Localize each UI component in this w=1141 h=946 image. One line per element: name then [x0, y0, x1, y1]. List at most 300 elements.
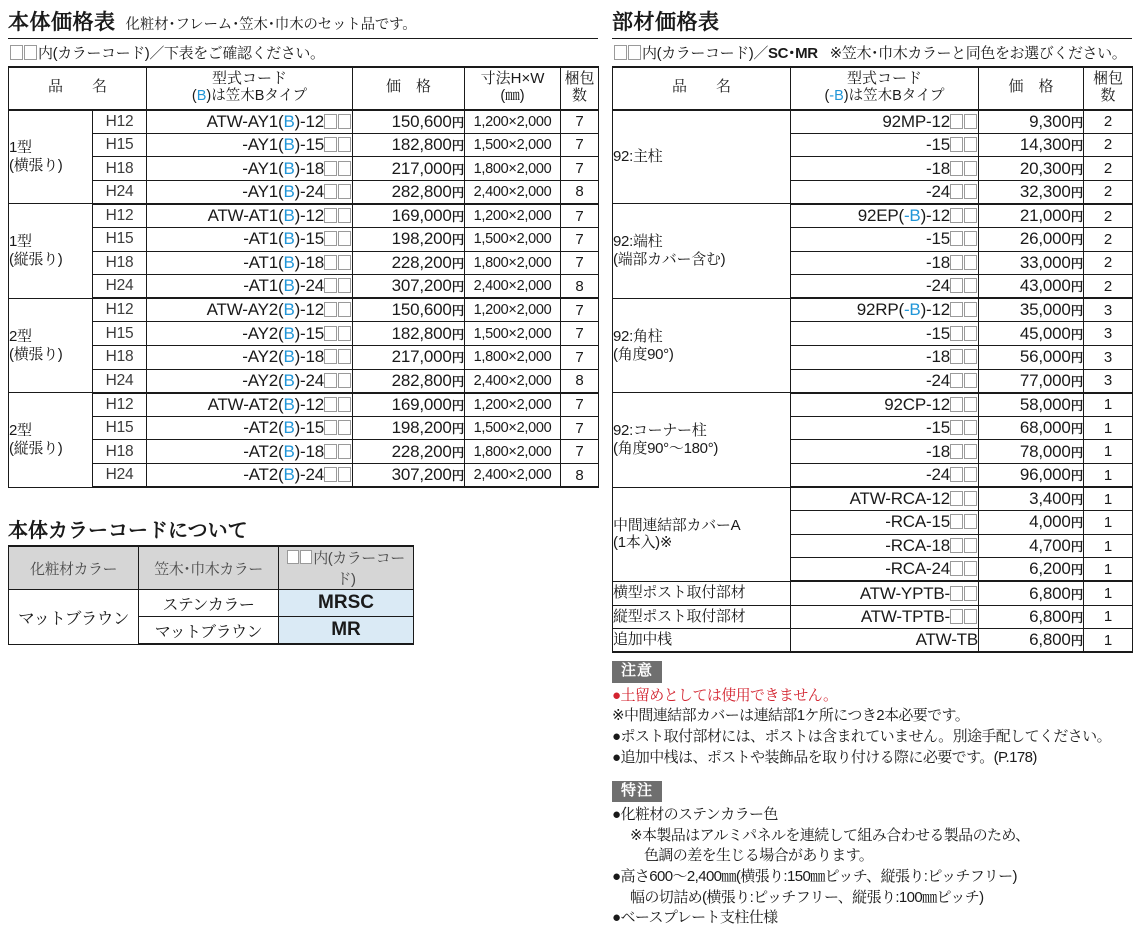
- part-group-label: 92:端柱: [613, 233, 663, 251]
- part-group-name: [613, 487, 791, 581]
- square-placeholder-icon: [950, 184, 963, 199]
- square-placeholder-icon: [964, 326, 977, 341]
- square-placeholder-icon: [300, 550, 312, 564]
- table-row: [9, 346, 599, 370]
- b-marker: B: [196, 88, 207, 105]
- code-suffix: )-12: [920, 300, 950, 320]
- price-value: 77,000: [1019, 370, 1071, 390]
- yen-unit: 円: [1070, 115, 1083, 130]
- height-size: H24: [93, 180, 147, 204]
- model-code: [791, 605, 979, 629]
- product-group-name: [9, 110, 93, 204]
- model-code: [791, 275, 979, 299]
- square-placeholder-icon: [964, 161, 977, 176]
- square-placeholder-icon: [950, 326, 963, 341]
- price-value: 182,800: [391, 134, 452, 154]
- model-code: [791, 228, 979, 252]
- package-qty-cell: 1: [1084, 416, 1133, 440]
- table-row: [9, 157, 599, 181]
- table-row: [9, 251, 599, 275]
- square-placeholder-icon: [964, 231, 977, 246]
- code-prefix: -18: [926, 441, 950, 461]
- price-value: 33,000: [1019, 252, 1071, 272]
- code-prefix: ATW-TPTB-: [860, 606, 950, 626]
- left-column: [8, 6, 598, 645]
- code-prefix: -15: [926, 134, 950, 154]
- header-price: 価 格: [979, 67, 1084, 110]
- height-size: H12: [93, 204, 147, 228]
- yen-unit: 円: [1070, 587, 1083, 602]
- code-prefix: 92CP-12: [884, 394, 950, 414]
- code-prefix: ATW-TB: [915, 630, 978, 650]
- height-size: H18: [93, 157, 147, 181]
- code-prefix: ATW-AY1(: [206, 111, 284, 131]
- price-cell: [979, 581, 1084, 605]
- dimension-cell: 1,800×2,000: [465, 251, 561, 275]
- table-row: [9, 416, 599, 440]
- package-qty-cell: 3: [1084, 298, 1133, 322]
- square-placeholder-icon: [338, 161, 351, 176]
- square-placeholder-icon: [964, 538, 977, 553]
- package-qty-cell: 1: [1084, 487, 1133, 511]
- table-row: [9, 180, 599, 204]
- header-package-qty: 梱包 数: [1084, 67, 1133, 110]
- price-cell: [979, 558, 1084, 582]
- note-item: ●化粧材のステンカラー色: [612, 806, 778, 823]
- b-marker: B: [283, 394, 295, 414]
- price-cell: [979, 369, 1084, 393]
- package-qty-cell: 7: [561, 393, 599, 417]
- square-placeholder-icon: [338, 184, 351, 199]
- yen-unit: 円: [1070, 398, 1083, 413]
- square-placeholder-icon: [964, 349, 977, 364]
- note-item: ●追加中桟は、ポストや装飾品を取り付ける際に必要です。(P.178): [612, 748, 1037, 766]
- height-size: H15: [93, 133, 147, 157]
- square-placeholder-icon: [950, 231, 963, 246]
- package-qty-cell: 8: [561, 369, 599, 393]
- price-cell: [979, 629, 1084, 653]
- dimension-cell: 1,800×2,000: [465, 440, 561, 464]
- caution-block: [612, 661, 1132, 768]
- part-group-name: [613, 393, 791, 487]
- model-code: [147, 157, 353, 181]
- square-placeholder-icon: [964, 444, 977, 459]
- price-cell: [979, 511, 1084, 535]
- code-suffix: )-12: [294, 111, 325, 131]
- yen-unit: 円: [451, 422, 465, 437]
- main-price-table-body: [9, 110, 599, 488]
- yen-unit: 円: [1070, 210, 1083, 225]
- code-prefix: ATW-AY2(: [206, 300, 284, 320]
- model-code: [791, 346, 979, 370]
- table-row: [9, 322, 599, 346]
- part-group-name: [613, 204, 791, 298]
- header-model-code-sub: (-B)は笠木Bタイプ: [824, 88, 945, 105]
- parts-color-code-note-bar: 内(カラーコード)／SC･MR ※笠木･巾木カラーと同色をお選びください。: [612, 39, 1132, 66]
- model-code: [147, 464, 353, 488]
- yen-unit: 円: [451, 304, 465, 319]
- price-value: 150,600: [391, 111, 452, 131]
- square-placeholder-icon: [324, 255, 337, 270]
- package-qty-cell: 1: [1084, 629, 1133, 653]
- header-name: 品 名: [613, 67, 791, 110]
- yen-unit: 円: [451, 374, 465, 389]
- price-value: 198,200: [391, 418, 452, 438]
- model-code: [147, 440, 353, 464]
- code-suffix: )-18: [294, 158, 325, 178]
- price-cell: [353, 346, 465, 370]
- square-placeholder-icon: [324, 467, 337, 482]
- square-placeholder-icon: [324, 114, 337, 129]
- model-code: [791, 534, 979, 558]
- yen-unit: 円: [451, 445, 465, 460]
- square-placeholder-icon: [950, 538, 963, 553]
- part-group-label: 92:コーナー柱: [613, 422, 707, 440]
- square-placeholder-icon: [324, 161, 337, 176]
- yen-unit: 円: [1070, 610, 1083, 625]
- square-placeholder-icon: [338, 278, 351, 293]
- color-code-value: MR: [279, 617, 414, 645]
- price-cell: [979, 464, 1084, 488]
- height-size: H18: [93, 346, 147, 370]
- price-cell: [353, 157, 465, 181]
- code-prefix: -AY1(: [242, 181, 284, 201]
- price-value: 45,000: [1019, 323, 1071, 343]
- model-code: [147, 346, 353, 370]
- price-value: 228,200: [391, 252, 452, 272]
- yen-unit: 円: [1070, 422, 1083, 437]
- model-code: [791, 157, 979, 181]
- b-marker: -B: [903, 206, 921, 226]
- dimension-cell: 1,200×2,000: [465, 110, 561, 134]
- price-value: 56,000: [1019, 347, 1071, 367]
- model-code: [791, 581, 979, 605]
- dimension-cell: 2,400×2,000: [465, 464, 561, 488]
- model-code: [791, 369, 979, 393]
- price-value: 228,200: [391, 441, 452, 461]
- special-order-list: [612, 805, 1132, 929]
- code-suffix: )-12: [920, 206, 950, 226]
- package-qty-cell: 7: [561, 251, 599, 275]
- color-code-header-code: 内(カラーコード): [279, 546, 414, 590]
- height-size: H12: [93, 298, 147, 322]
- package-qty-cell: 7: [561, 228, 599, 252]
- price-cell: [979, 251, 1084, 275]
- yen-unit: 円: [1070, 280, 1083, 295]
- square-placeholder-icon: [950, 514, 963, 529]
- square-placeholder-icon: [338, 326, 351, 341]
- package-qty-cell: 1: [1084, 605, 1133, 629]
- table-row: [613, 487, 1133, 511]
- square-placeholder-icon: [338, 208, 351, 223]
- color-code-kesho-value: マットブラウン: [9, 590, 139, 645]
- square-placeholder-icon: [950, 397, 963, 412]
- model-code: [791, 180, 979, 204]
- product-group-name: [9, 204, 93, 298]
- main-price-table-subtitle: 化粧材･フレーム･笠木･巾木のセット品です。: [125, 17, 417, 33]
- package-qty-cell: 8: [561, 464, 599, 488]
- yen-unit: 円: [1070, 563, 1083, 578]
- code-prefix: -18: [926, 158, 950, 178]
- square-placeholder-icon: [324, 184, 337, 199]
- code-suffix: )-12: [294, 300, 325, 320]
- code-prefix: ATW-AT2(: [207, 394, 284, 414]
- package-qty-cell: 3: [1084, 322, 1133, 346]
- yen-unit: 円: [451, 162, 465, 177]
- square-placeholder-icon: [964, 208, 977, 223]
- code-suffix: )-18: [294, 252, 325, 272]
- price-value: 198,200: [391, 229, 452, 249]
- yen-unit: 円: [1070, 445, 1083, 460]
- parts-price-table-title: 部材価格表: [612, 11, 720, 34]
- product-group-type: 1型: [9, 233, 32, 251]
- square-placeholder-icon: [24, 45, 37, 60]
- square-placeholder-icon: [338, 444, 351, 459]
- code-suffix: )-18: [294, 441, 325, 461]
- package-qty-cell: 2: [1084, 157, 1133, 181]
- price-value: 78,000: [1019, 441, 1071, 461]
- price-value: 282,800: [391, 370, 452, 390]
- caution-badge: 注意: [612, 661, 662, 683]
- code-prefix: -RCA-15: [885, 512, 950, 532]
- table-row: [613, 204, 1133, 228]
- yen-unit: 円: [1070, 493, 1083, 508]
- caution-list: [612, 686, 1132, 769]
- price-value: 6,800: [1029, 606, 1071, 626]
- square-placeholder-icon: [287, 550, 299, 564]
- height-size: H18: [93, 440, 147, 464]
- table-row: [613, 605, 1133, 629]
- b-marker: B: [283, 323, 295, 343]
- table-row: [613, 110, 1133, 134]
- color-code-section-title: 本体カラーコードについて: [8, 520, 248, 543]
- yen-unit: 円: [451, 233, 465, 248]
- table-row: [9, 133, 599, 157]
- model-code: [147, 133, 353, 157]
- table-row: [9, 298, 599, 322]
- b-marker: B: [283, 229, 295, 249]
- parts-color-code-values: SC･MR: [768, 45, 818, 62]
- price-value: 35,000: [1019, 300, 1071, 320]
- code-suffix: )-12: [294, 206, 325, 226]
- dimension-cell: 1,800×2,000: [465, 346, 561, 370]
- price-value: 68,000: [1019, 418, 1071, 438]
- code-suffix: )-18: [294, 347, 325, 367]
- package-qty-cell: 1: [1084, 440, 1133, 464]
- note-item: 色調の差を生じる場合があります。: [644, 847, 874, 865]
- b-marker: B: [283, 418, 295, 438]
- model-code: [147, 298, 353, 322]
- height-size: H24: [93, 275, 147, 299]
- square-placeholder-icon: [950, 561, 963, 576]
- package-qty-cell: 1: [1084, 558, 1133, 582]
- model-code: [791, 393, 979, 417]
- table-row: [9, 464, 599, 488]
- price-value: 307,200: [391, 276, 452, 296]
- product-group-orientation: (縦張り): [9, 439, 63, 457]
- color-code-note-bar: [8, 39, 598, 66]
- dimension-cell: 1,800×2,000: [465, 157, 561, 181]
- square-placeholder-icon: [338, 302, 351, 317]
- code-prefix: ATW-RCA-12: [849, 489, 950, 509]
- table-row: [613, 298, 1133, 322]
- package-qty-cell: 7: [561, 204, 599, 228]
- product-group-type: 2型: [9, 422, 32, 440]
- square-placeholder-icon: [950, 137, 963, 152]
- package-qty-cell: 7: [561, 157, 599, 181]
- price-cell: [353, 251, 465, 275]
- b-marker: B: [283, 276, 295, 296]
- note-item: ●ポスト取付部材には、ポストは含まれていません。別途手配してください。: [612, 728, 1111, 746]
- package-qty-cell: 7: [561, 133, 599, 157]
- square-placeholder-icon: [950, 161, 963, 176]
- code-prefix: -15: [926, 323, 950, 343]
- price-value: 6,800: [1029, 630, 1071, 650]
- square-placeholder-icon: [964, 561, 977, 576]
- dimension-cell: 1,200×2,000: [465, 298, 561, 322]
- header-model-code: 型式コード (B)は笠木Bタイプ: [147, 67, 353, 110]
- part-group-name: [613, 298, 791, 392]
- dimension-cell: 2,400×2,000: [465, 180, 561, 204]
- square-placeholder-icon: [964, 184, 977, 199]
- square-placeholder-icon: [324, 420, 337, 435]
- yen-unit: 円: [1070, 634, 1083, 649]
- part-group-label: 中間連結部カバーA: [613, 516, 741, 534]
- square-placeholder-icon: [964, 278, 977, 293]
- price-value: 9,300: [1029, 111, 1071, 131]
- code-prefix: -AT2(: [243, 465, 284, 485]
- square-placeholder-icon: [338, 373, 351, 388]
- code-prefix: -AY1(: [242, 134, 284, 154]
- special-order-block: [612, 781, 1132, 930]
- square-placeholder-icon: [964, 373, 977, 388]
- yen-unit: 円: [451, 210, 465, 225]
- model-code: [147, 416, 353, 440]
- height-size: H15: [93, 228, 147, 252]
- dimension-cell: 1,500×2,000: [465, 228, 561, 252]
- price-cell: [353, 322, 465, 346]
- yen-unit: 円: [451, 398, 465, 413]
- code-suffix: )-15: [294, 323, 325, 343]
- note-item: ●ベースプレート支柱仕様: [612, 909, 778, 927]
- square-placeholder-icon: [964, 114, 977, 129]
- color-code-note-text: 内(カラーコード)／下表をご確認ください。: [38, 45, 325, 62]
- code-suffix: )-24: [294, 370, 325, 390]
- table-row: [9, 204, 599, 228]
- square-placeholder-icon: [324, 278, 337, 293]
- square-placeholder-icon: [338, 397, 351, 412]
- product-group-orientation: (横張り): [9, 345, 63, 363]
- code-prefix: -24: [926, 370, 950, 390]
- model-code: [791, 298, 979, 322]
- price-value: 182,800: [391, 323, 452, 343]
- square-placeholder-icon: [338, 255, 351, 270]
- table-row: [613, 629, 1133, 653]
- package-qty-cell: 8: [561, 275, 599, 299]
- square-placeholder-icon: [10, 45, 23, 60]
- code-suffix: )-15: [294, 134, 325, 154]
- right-column: [612, 6, 1132, 929]
- model-code: [147, 180, 353, 204]
- package-qty-cell: 3: [1084, 369, 1133, 393]
- package-qty-cell: 2: [1084, 275, 1133, 299]
- price-cell: [979, 180, 1084, 204]
- yen-unit: 円: [1070, 374, 1083, 389]
- yen-unit: 円: [451, 256, 465, 271]
- model-code: [791, 204, 979, 228]
- yen-unit: 円: [1070, 233, 1083, 248]
- price-cell: [979, 228, 1084, 252]
- price-value: 217,000: [391, 158, 452, 178]
- part-group-sublabel: (角度90°): [613, 345, 674, 363]
- header-model-code: 型式コード (-B)は笠木Bタイプ: [791, 67, 979, 110]
- square-placeholder-icon: [950, 586, 963, 601]
- model-code: [147, 228, 353, 252]
- spacer: [612, 769, 1132, 781]
- package-qty-cell: 7: [561, 110, 599, 134]
- code-prefix: 92RP(: [856, 300, 904, 320]
- square-placeholder-icon: [324, 208, 337, 223]
- header-package-qty: 梱包 数: [561, 67, 599, 110]
- square-placeholder-icon: [338, 349, 351, 364]
- code-prefix: -AY2(: [242, 323, 284, 343]
- yen-unit: 円: [451, 351, 465, 366]
- parts-price-table-heading: [612, 6, 1132, 38]
- dimension-cell: 1,500×2,000: [465, 133, 561, 157]
- price-value: 20,300: [1019, 158, 1071, 178]
- square-placeholder-icon: [338, 114, 351, 129]
- price-value: 14,300: [1019, 134, 1071, 154]
- square-placeholder-icon: [964, 137, 977, 152]
- note-item: ●高さ600～2,400㎜(横張り:150㎜ピッチ、縦張り:ピッチフリー): [612, 868, 1017, 886]
- model-code: [791, 629, 979, 653]
- table-row: [9, 110, 599, 134]
- code-prefix: -AY2(: [242, 370, 284, 390]
- price-cell: [353, 393, 465, 417]
- b-marker: B: [283, 441, 295, 461]
- code-prefix: 92EP(: [857, 206, 904, 226]
- price-cell: [353, 369, 465, 393]
- package-qty-cell: 7: [561, 416, 599, 440]
- code-prefix: -RCA-18: [885, 536, 950, 556]
- package-qty-cell: 8: [561, 180, 599, 204]
- part-group-sublabel: (角度90°～180°): [613, 439, 719, 457]
- code-prefix: -AY2(: [242, 347, 284, 367]
- square-placeholder-icon: [950, 467, 963, 482]
- table-row: [9, 369, 599, 393]
- square-placeholder-icon: [324, 373, 337, 388]
- table-row: [613, 393, 1133, 417]
- square-placeholder-icon: [964, 586, 977, 601]
- b-marker: B: [283, 370, 295, 390]
- spacer: [612, 653, 1132, 661]
- price-cell: [979, 393, 1084, 417]
- table-header-row: [613, 67, 1133, 110]
- color-code-value: MRSC: [279, 590, 414, 617]
- code-prefix: -AT1(: [243, 276, 284, 296]
- height-size: H24: [93, 369, 147, 393]
- price-value: 43,000: [1019, 276, 1071, 296]
- price-value: 96,000: [1019, 465, 1071, 485]
- price-value: 217,000: [391, 347, 452, 367]
- color-code-header-row: [9, 546, 414, 590]
- special-order-badge: 特注: [612, 781, 662, 803]
- square-placeholder-icon: [324, 349, 337, 364]
- square-placeholder-icon: [964, 609, 977, 624]
- price-cell: [979, 534, 1084, 558]
- b-marker: B: [283, 252, 295, 272]
- yen-unit: 円: [1070, 327, 1083, 342]
